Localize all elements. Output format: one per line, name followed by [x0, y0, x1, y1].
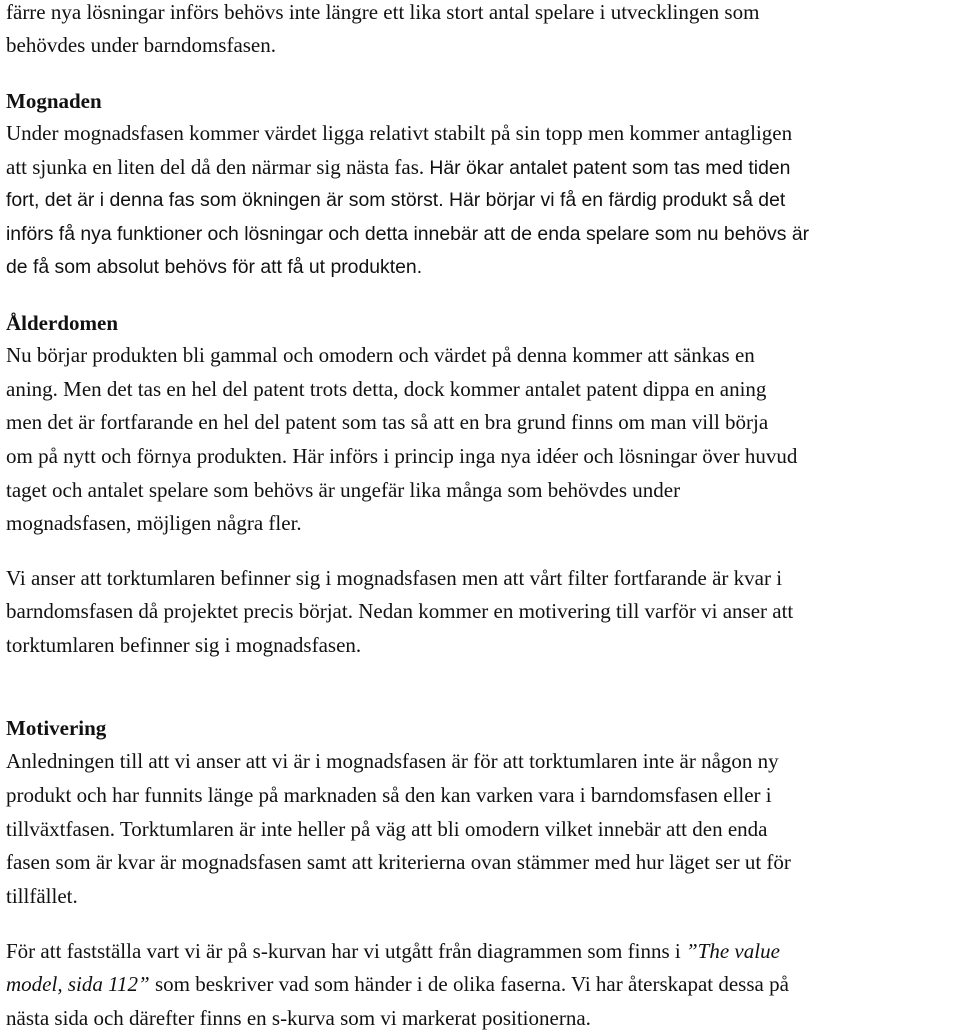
position-line-2: barndomsfasen då projektet precis börjat. Nedan kommer en motivering till varför vi anser att [6, 599, 794, 623]
intro-line-2: behövdes under barndomsfasen. [6, 33, 277, 57]
alderdomen-line-5: taget och antalet spelare som behövs är ungefär lika många som behövdes under [6, 478, 681, 502]
motivering-line-3: tillväxtfasen. Torktumlaren är inte heller på väg att bli omodern vilket innebär att den enda [6, 817, 768, 841]
mognaden-line-2-sans: Här ökar antalet patent som tas med tiden [429, 157, 791, 179]
heading-alderdomen: Ålderdomen [6, 311, 118, 335]
closing-line-1-text: För att fastställa vart vi är på s-kurvan har vi utgått från diagrammen som finns i [6, 939, 681, 963]
heading-mognaden: Mognaden [6, 89, 102, 113]
alderdomen-line-1: Nu börjar produkten bli gammal och omodern och värdet på denna kommer att sänkas en [6, 343, 755, 367]
mognaden-line-5: de få som absolut behövs för att få ut produkten. [6, 256, 423, 278]
alderdomen-line-2: aning. Men det tas en hel del patent trots detta, dock kommer antalet patent dippa en aning [6, 377, 767, 401]
motivering-line-2: produkt och har funnits länge på marknaden så den kan varken vara i barndomsfasen eller i [6, 783, 772, 807]
alderdomen-line-3: men det är fortfarande en hel del patent som tas så att en bra grund finns om man vill börja [6, 410, 769, 434]
mognaden-line-2-serif: att sjunka en liten del då den närmar sig nästa fas. [6, 155, 425, 179]
motivering-line-5: tillfället. [6, 884, 78, 908]
mognaden-line-3: fort, det är i denna fas som ökningen är som störst. Här börjar vi få en färdig produkt så det [6, 189, 786, 211]
mognaden-line-4: införs få nya funktioner och lösningar och detta innebär att de enda spelare som nu behövs är [6, 223, 810, 245]
closing-line-1 [6, 939, 780, 963]
alderdomen-line-6: mognadsfasen, möjligen några fler. [6, 511, 302, 535]
heading-motivering: Motivering [6, 716, 107, 740]
closing-line-3: nästa sida och därefter finns en s-kurva som vi markerat positionerna. [6, 1006, 591, 1030]
mognaden-line-1: Under mognadsfasen kommer värdet ligga relativt stabilt på sin topp men kommer antagligen [6, 121, 793, 145]
alderdomen-line-4: om på nytt och förnya produkten. Här införs i princip inga nya idéer och lösningar över huvud [6, 444, 798, 468]
closing-citation-start: ”The value [685, 939, 780, 963]
position-line-3: torktumlaren befinner sig i mognadsfasen. [6, 633, 362, 657]
mognaden-line-2 [6, 155, 790, 179]
closing-line-2 [6, 972, 789, 996]
motivering-line-1: Anledningen till att vi anser att vi är i mognadsfasen är för att torktumlaren inte är någon ny [6, 749, 779, 773]
motivering-line-4: fasen som är kvar är mognadsfasen samt att kriterierna ovan stämmer med hur läget ser ut för [6, 850, 791, 874]
position-line-1: Vi anser att torktumlaren befinner sig i mognadsfasen men att vårt filter fortfarande är kvar i [6, 566, 783, 590]
closing-line-2-text: som beskriver vad som händer i de olika faserna. Vi har återskapat dessa på [154, 972, 789, 996]
closing-citation-end: model, sida 112” [6, 972, 150, 996]
intro-line-1: färre nya lösningar införs behövs inte längre ett lika stort antal spelare i utvecklingen som [6, 0, 760, 24]
